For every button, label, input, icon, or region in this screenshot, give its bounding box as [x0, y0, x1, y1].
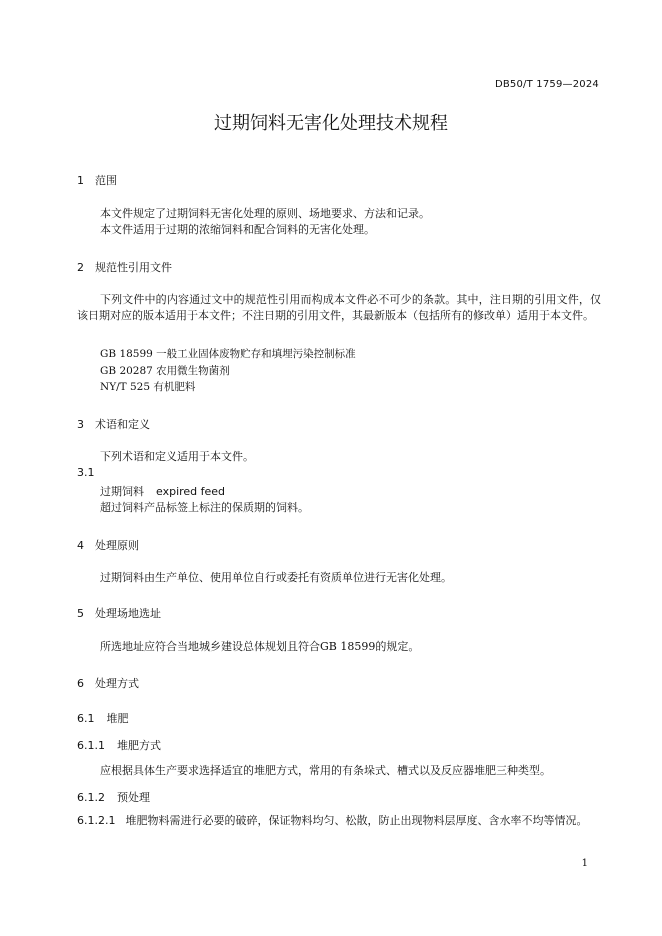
paragraph: 本文件适用于过期的浓缩饲料和配合饲料的无害化处理。 — [100, 223, 375, 236]
page-number: 1 — [581, 858, 588, 869]
section-number: 5 — [77, 607, 84, 620]
section-6-heading — [77, 675, 139, 691]
clause-6-1-2-1 — [77, 813, 601, 829]
section-number: 2 — [77, 261, 84, 274]
term-english: expired feed — [156, 485, 226, 498]
subsection-number: 6.1.1 — [77, 739, 105, 752]
section-title: 处理场地选址 — [95, 607, 161, 620]
reference-item: GB 20287 农用微生物菌剂 — [100, 365, 230, 377]
subsection-6-1-heading — [77, 710, 129, 726]
section-number: 1 — [77, 174, 84, 187]
paragraph: 本文件规定了过期饲料无害化处理的原则、场地要求、方法和记录。 — [100, 207, 430, 220]
section-number: 6 — [77, 677, 84, 690]
subsection-number: 6.1.2 — [77, 791, 105, 804]
subsection-number: 6.1 — [77, 712, 95, 725]
section-title: 规范性引用文件 — [95, 261, 172, 274]
term-chinese: 过期饲料 — [100, 485, 144, 498]
section-number: 3 — [77, 418, 84, 431]
section-1-heading — [77, 172, 117, 188]
subsection-6-1-2-heading — [77, 789, 150, 805]
section-5-heading — [77, 605, 161, 621]
subsection-title: 堆肥 — [106, 712, 129, 725]
paragraph: 应根据具体生产要求选择适宜的堆肥方式，常用的有条垛式、槽式以及反应器堆肥三种类型。 — [100, 764, 551, 777]
paragraph: 过期饲料由生产单位、使用单位自行或委托有资质单位进行无害化处理。 — [100, 571, 452, 584]
paragraph: 所选地址应符合当地城乡建设总体规划且符合GB 18599的规定。 — [100, 640, 420, 653]
paragraph: 下列文件中的内容通过文中的规范性引用而构成本文件必不可少的条款。其中，注日期的引用文件，仅该日期对应的版本适用于本文件；不注日期的引用文件，其最新版本（包括所有的修改单）适用于本文件。 — [77, 293, 601, 322]
section-title: 范围 — [95, 174, 117, 187]
subsection-title: 预处理 — [117, 791, 150, 804]
section-number: 4 — [77, 539, 84, 552]
term-entry — [100, 483, 225, 499]
subsection-6-1-1-heading — [77, 737, 161, 753]
term-definition: 超过饲料产品标签上标注的保质期的饲料。 — [100, 501, 309, 514]
paragraph: 下列术语和定义适用于本文件。 — [100, 450, 254, 463]
header-doc-code: DB50/T 1759—2024 — [494, 79, 599, 90]
clause-number: 6.1.2.1 — [77, 814, 116, 827]
term-number: 3.1 — [77, 466, 95, 479]
section-title: 处理方式 — [95, 677, 139, 690]
subsection-title: 堆肥方式 — [117, 739, 161, 752]
section-4-heading — [77, 537, 139, 553]
clause-text: 堆肥物料需进行必要的破碎，保证物料均匀、松散，防止出现物料层厚度、含水率不均等情况。 — [125, 814, 588, 827]
section-2-heading — [77, 259, 172, 275]
reference-item: GB 18599 一般工业固体废物贮存和填埋污染控制标准 — [100, 348, 356, 360]
section-title: 术语和定义 — [95, 418, 150, 431]
section-3-heading — [77, 416, 150, 432]
section-title: 处理原则 — [95, 539, 139, 552]
reference-item: NY/T 525 有机肥料 — [100, 381, 196, 393]
document-title: 过期饲料无害化处理技术规程 — [214, 113, 448, 134]
